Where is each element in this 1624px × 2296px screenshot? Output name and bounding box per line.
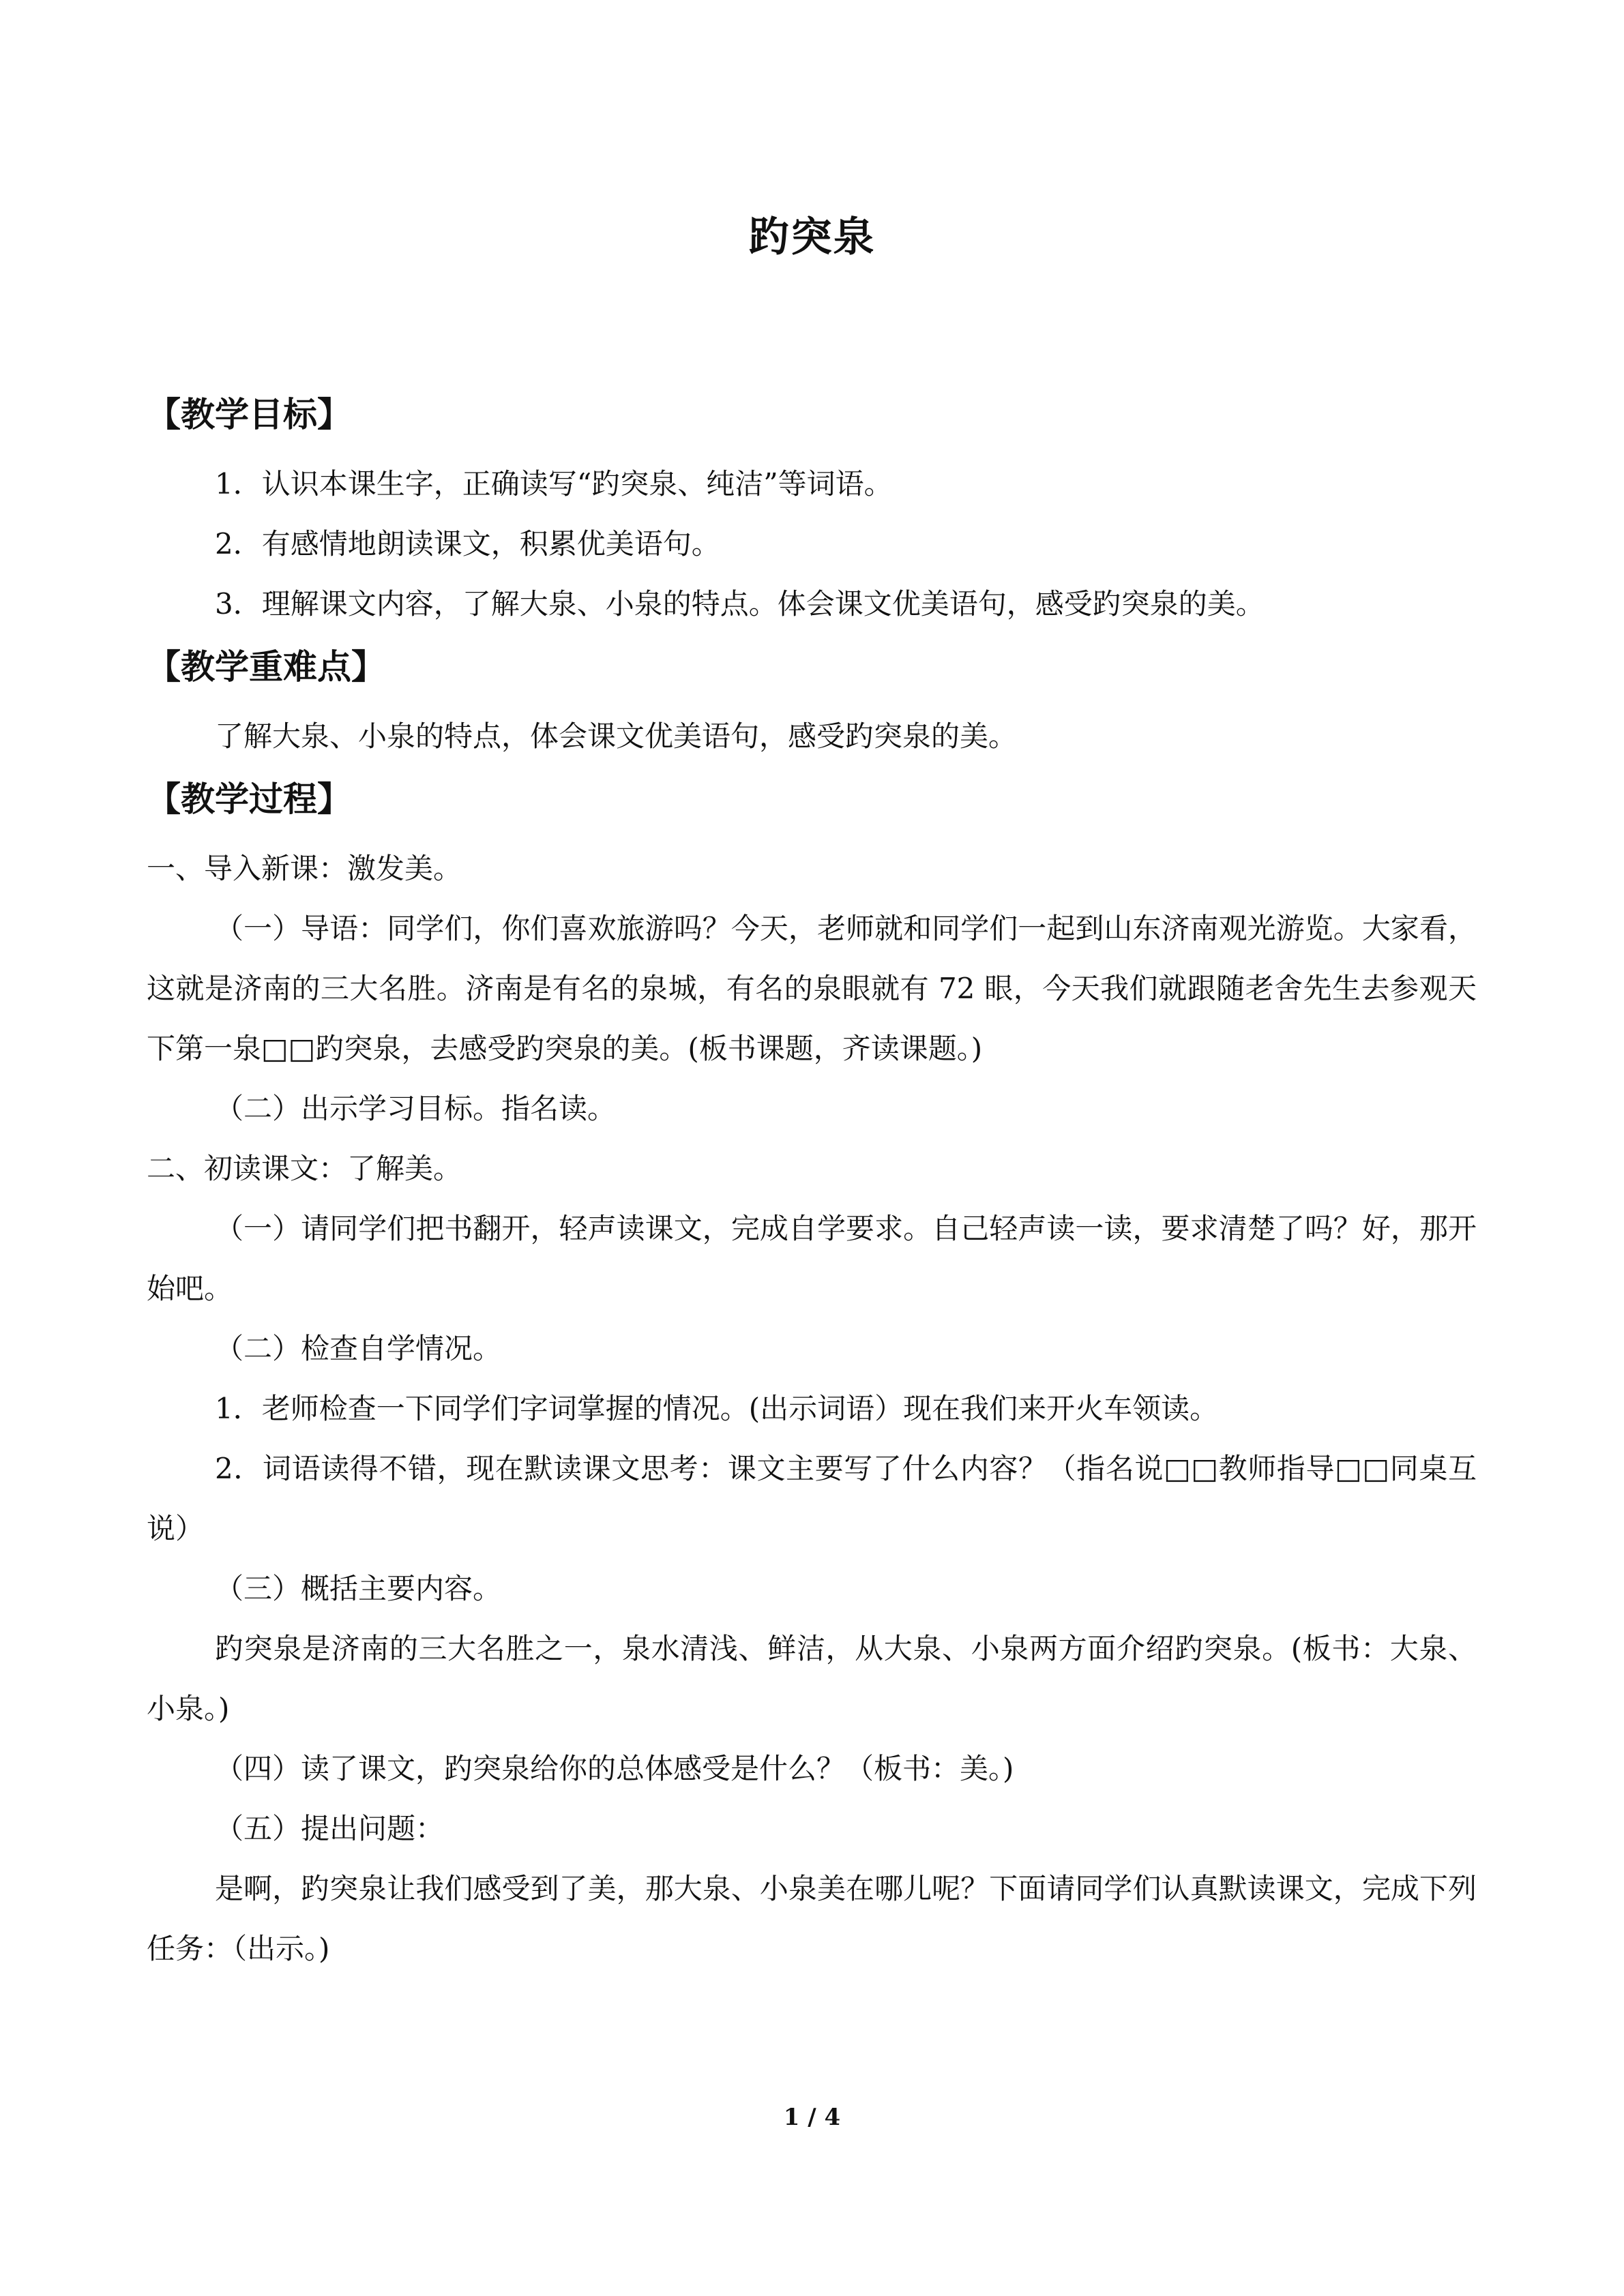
document-title: 趵突泉: [748, 213, 876, 261]
goal-item: 2．有感情地朗读课文，积累优美语句。: [215, 527, 720, 561]
process-paragraph: 是啊，趵突泉让我们感受到了美，那大泉、小泉美在哪儿呢？下面请同学们认真默读课文，完成下列任务：（出示。): [147, 1872, 1477, 1965]
section-heading-process: 【教学过程】: [147, 779, 351, 819]
process-paragraph: （四）读了课文，趵突泉给你的总体感受是什么？（板书：美。): [215, 1752, 1014, 1785]
process-paragraph: （一）请同学们把书翻开，轻声读课文，完成自学要求。自己轻声读一读，要求清楚了吗？好，那开始吧。: [147, 1212, 1477, 1305]
section-heading-goals: 【教学目标】: [147, 394, 351, 434]
process-paragraph: 2．词语读得不错，现在默读课文思考：课文主要写了什么内容？（指名说□□教师指导□□同桌互说）: [147, 1452, 1477, 1545]
process-step-heading: 二、初读课文：了解美。: [147, 1152, 462, 1185]
keypoints-text: 了解大泉、小泉的特点，体会课文优美语句，感受趵突泉的美。: [215, 719, 1018, 753]
goal-item: 3．理解课文内容，了解大泉、小泉的特点。体会课文优美语句，感受趵突泉的美。: [215, 587, 1265, 621]
process-paragraph: （三）概括主要内容。: [215, 1572, 502, 1605]
section-heading-keypoints: 【教学重难点】: [147, 646, 385, 687]
page-number: 1 / 4: [783, 2104, 841, 2131]
goal-item: 1．认识本课生字，正确读写“趵突泉、纯洁”等词语。: [215, 467, 893, 501]
process-paragraph: （二）出示学习目标。指名读。: [215, 1092, 617, 1125]
process-paragraph: 趵突泉是济南的三大名胜之一，泉水清浅、鲜洁，从大泉、小泉两方面介绍趵突泉。(板书：大泉、小泉。): [147, 1632, 1477, 1725]
document-body: [147, 382, 1477, 1979]
process-paragraph: 1．老师检查一下同学们字词掌握的情况。(出示词语）现在我们来开火车领读。: [215, 1392, 1219, 1425]
process-paragraph: （五）提出问题：: [215, 1812, 445, 1845]
process-paragraph: （一）导语：同学们，你们喜欢旅游吗？今天，老师就和同学们一起到山东济南观光游览。大家看，这就是济南的三大名胜。济南是有名的泉城，有名的泉眼就有 72 眼，今天我们就跟随老舍先生去参观天下第一泉□□趵突泉，去感受趵突泉的美。(板书课题，齐读课题。): [147, 912, 1477, 1065]
process-paragraph: （二）检查自学情况。: [215, 1332, 502, 1365]
process-step-heading: 一、导入新课：激发美。: [147, 852, 462, 885]
